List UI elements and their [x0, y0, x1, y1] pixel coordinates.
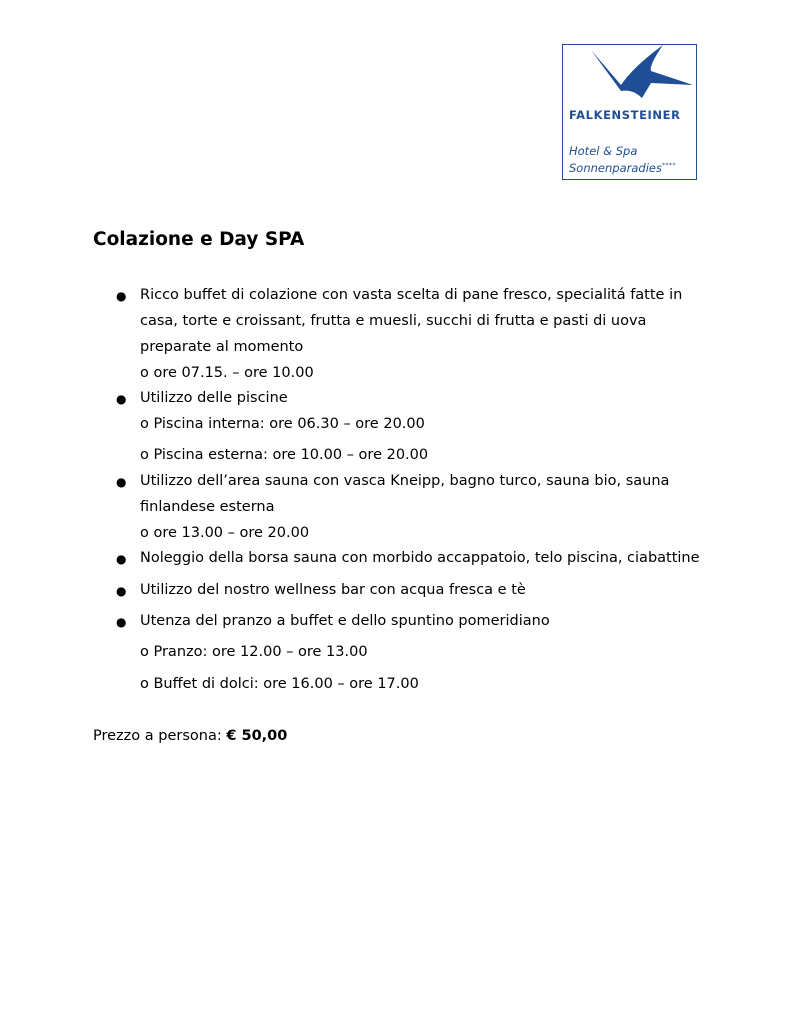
- price-value: € 50,00: [226, 728, 288, 744]
- logo-location-name: Sonnenparadies: [569, 160, 662, 175]
- item-1-line-1: Ricco buffet di colazione con vasta scelta di pane fresco, specialitá fatte in: [140, 287, 683, 303]
- price-label: Prezzo a persona:: [93, 728, 227, 744]
- item-6-sub-1: o Pranzo: ore 12.00 – ore 13.00: [140, 644, 368, 660]
- bullet-icon: ●: [116, 584, 127, 598]
- item-4-line-1: Noleggio della borsa sauna con morbido accappatoio, telo piscina, ciabattine: [140, 550, 700, 566]
- bullet-icon: ●: [116, 552, 127, 566]
- item-6-sub-2: o Buffet di dolci: ore 16.00 – ore 17.00: [140, 676, 419, 692]
- bullet-icon: ●: [116, 392, 127, 406]
- item-3-line-2: finlandese esterna: [140, 499, 275, 515]
- page-title: Colazione e Day SPA: [93, 229, 305, 250]
- item-5-line-1: Utilizzo del nostro wellness bar con acqua fresca e tè: [140, 582, 526, 598]
- logo-subtitle-location: [569, 159, 676, 175]
- item-2-sub-1: o Piscina interna: ore 06.30 – ore 20.00: [140, 416, 425, 432]
- item-3-line-1: Utilizzo dell’area sauna con vasca Kneipp, bagno turco, sauna bio, sauna: [140, 473, 670, 489]
- item-1-sub-1: o ore 07.15. – ore 10.00: [140, 365, 314, 381]
- bullet-icon: ●: [116, 475, 127, 489]
- item-1-line-3: preparate al momento: [140, 339, 304, 355]
- bullet-icon: ●: [116, 289, 127, 303]
- item-3-sub-1: o ore 13.00 – ore 20.00: [140, 525, 310, 541]
- bullet-icon: ●: [116, 615, 127, 629]
- hotel-logo: [562, 44, 697, 180]
- item-6-line-1: Utenza del pranzo a buffet e dello spuntino pomeridiano: [140, 613, 550, 629]
- item-1-line-2: casa, torte e croissant, frutta e muesli, succhi di frutta e pasti di uova: [140, 313, 647, 329]
- item-2-line-1: Utilizzo delle piscine: [140, 390, 288, 406]
- item-2-sub-2: o Piscina esterna: ore 10.00 – ore 20.00: [140, 447, 429, 463]
- logo-stars: ****: [661, 162, 676, 169]
- logo-subtitle-hotel-spa: Hotel & Spa: [569, 144, 638, 158]
- logo-brand-name: FALKENSTEINER: [569, 108, 681, 122]
- price-line: [93, 727, 287, 745]
